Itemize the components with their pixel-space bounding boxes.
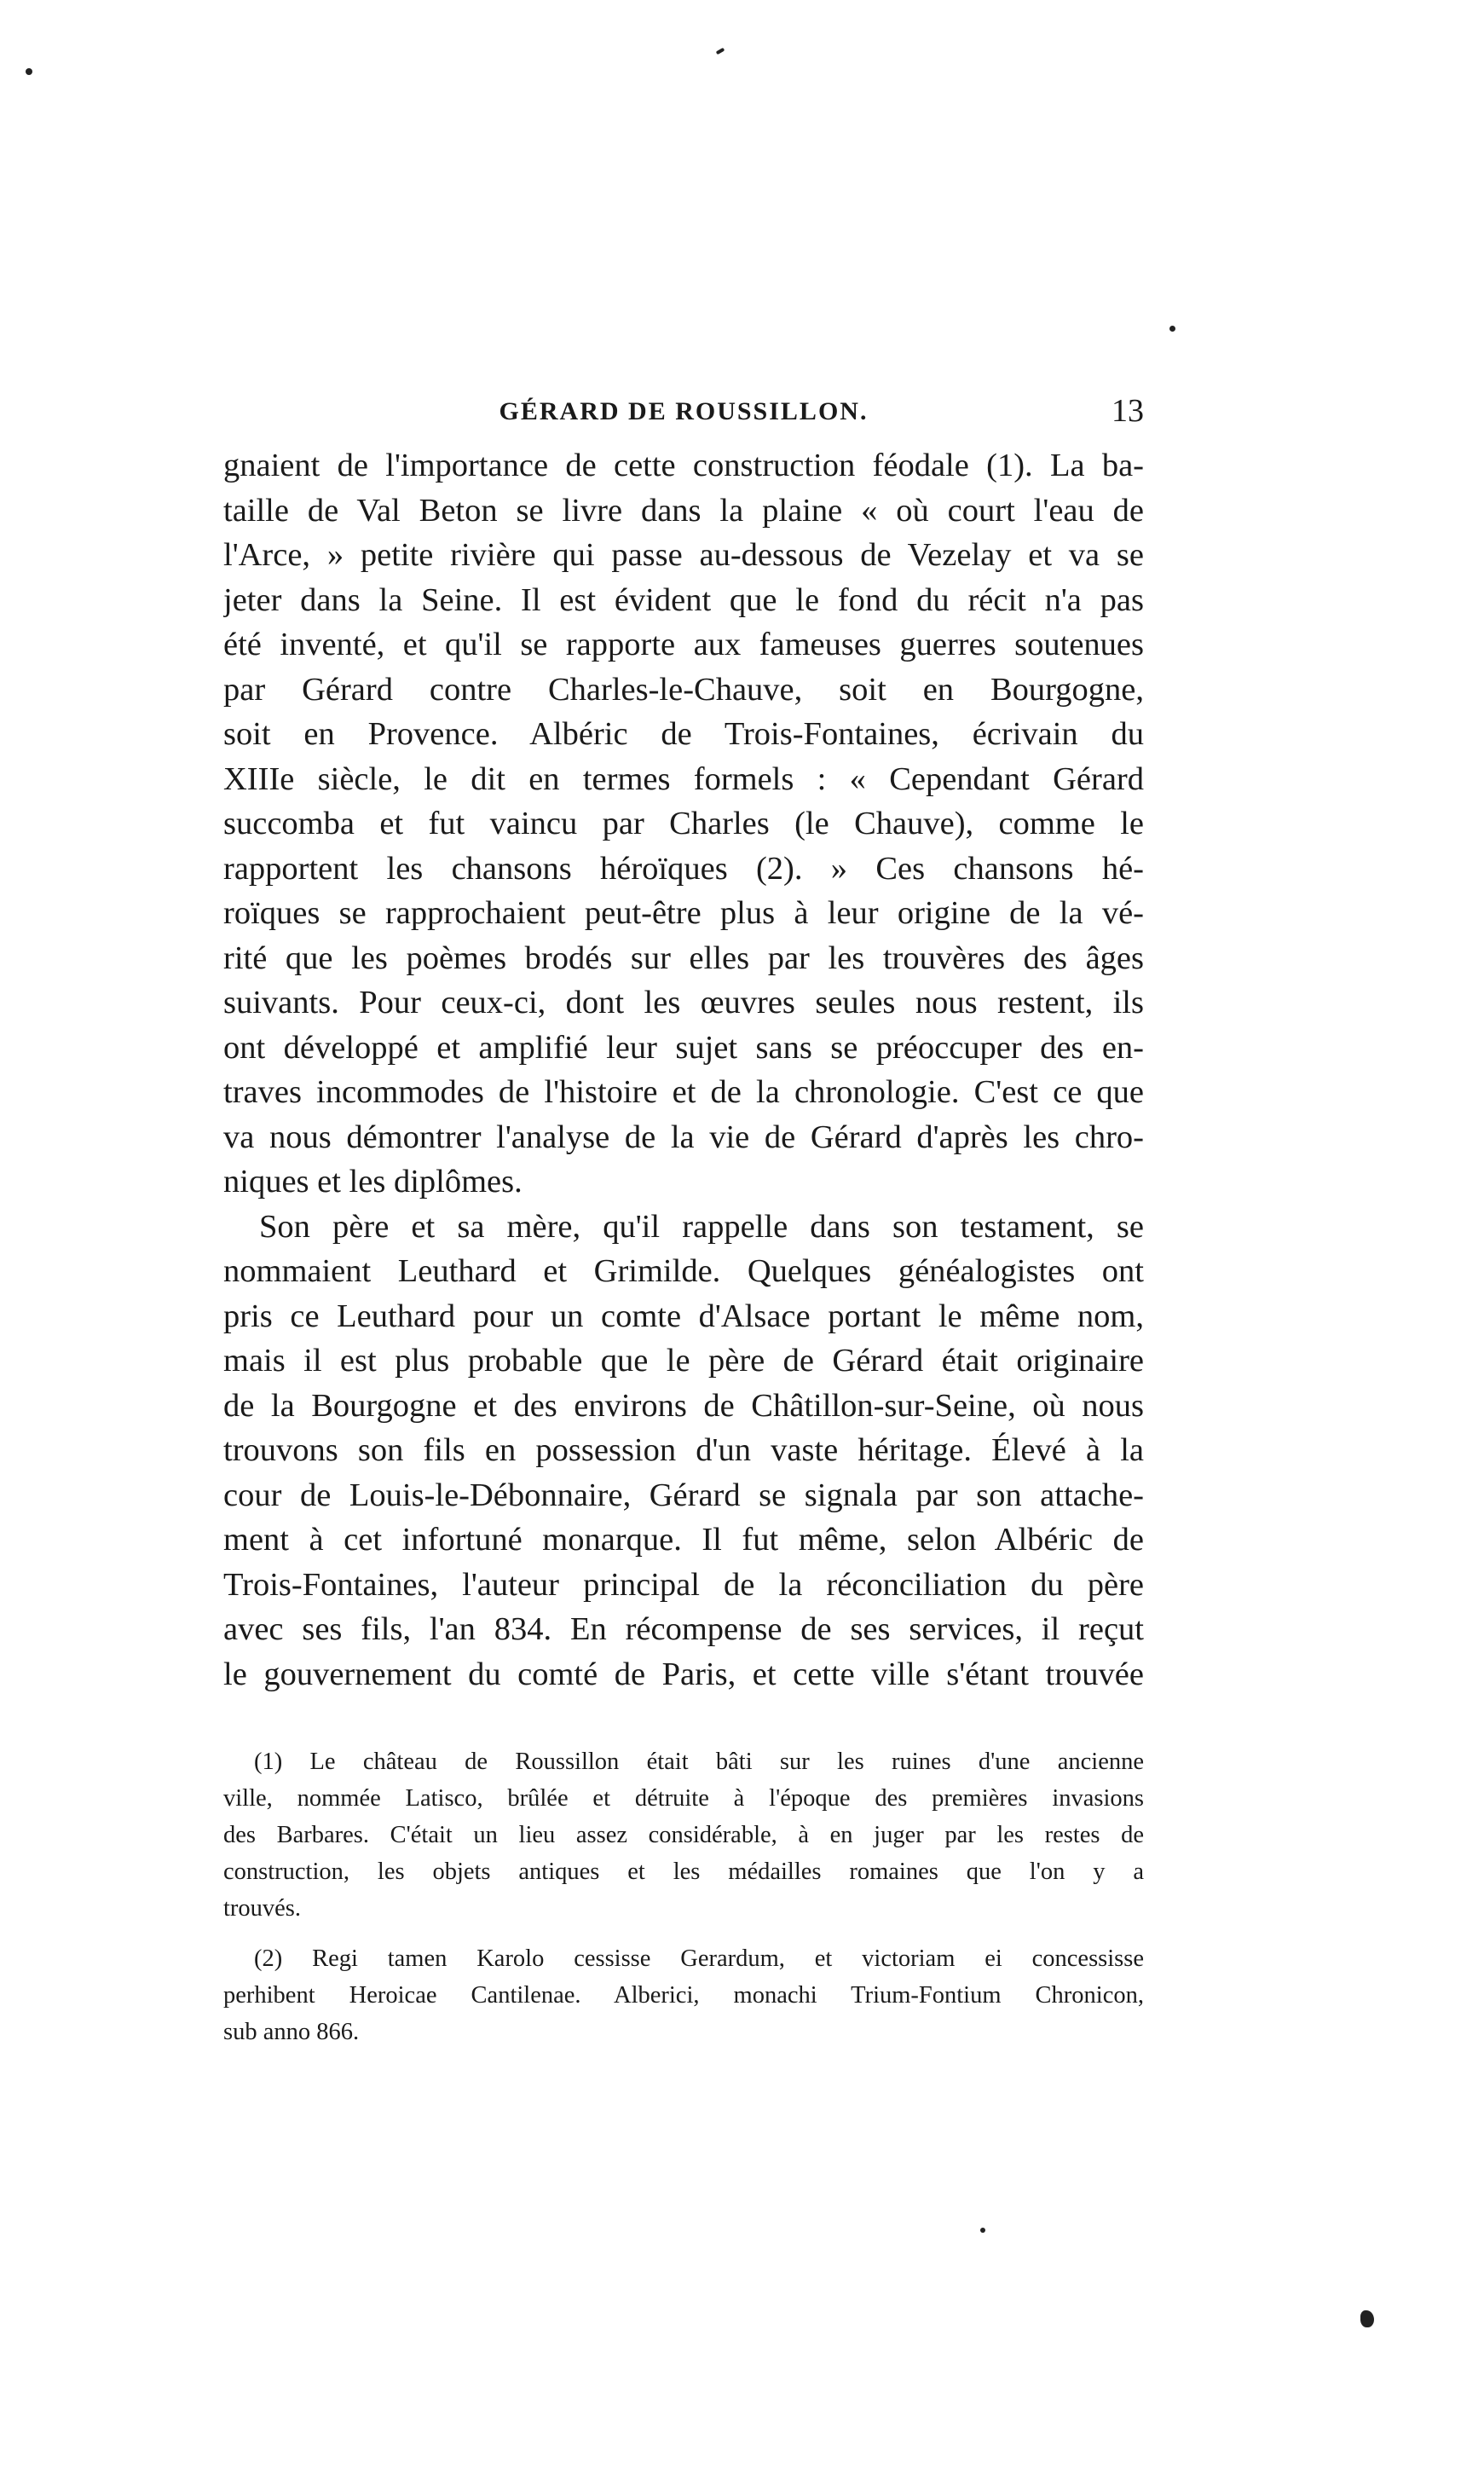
text-line: rité que les poèmes brodés sur elles par les trouvères des âges bbox=[223, 939, 1144, 976]
footnote-line: ville, nommée Latisco, brûlée et détruite à l'époque des premières invasions bbox=[223, 1785, 1144, 1812]
text-line: trouvons son fils en possession d'un vaste héritage. Élevé à la bbox=[223, 1432, 1144, 1468]
text-line: par Gérard contre Charles-le-Chauve, soit en Bourgogne, bbox=[223, 671, 1144, 708]
text-line: Son père et sa mère, qu'il rappelle dans son testament, se bbox=[259, 1208, 1144, 1245]
text-line: le gouvernement du comté de Paris, et cette ville s'étant trouvée bbox=[223, 1656, 1144, 1692]
scan-speck bbox=[26, 68, 32, 75]
footnote-line: (1) Le château de Roussillon était bâti sur les ruines d'une ancienne bbox=[254, 1749, 1144, 1775]
page-number: 13 bbox=[1112, 393, 1144, 429]
text-line: l'Arce, » petite rivière qui passe au-dessous de Vezelay et va se bbox=[223, 537, 1144, 573]
body-text bbox=[223, 443, 1144, 1697]
running-title: GÉRARD DE ROUSSILLON. bbox=[499, 397, 869, 425]
text-line: va nous démontrer l'analyse de la vie de Gérard d'après les chro- bbox=[223, 1119, 1144, 1155]
text-line: roïques se rapprochaient peut-être plus à leur origine de la vé- bbox=[223, 895, 1144, 931]
text-line: été inventé, et qu'il se rapporte aux fameuses guerres soutenues bbox=[223, 627, 1144, 662]
text-line: niques et les diplômes. bbox=[223, 1164, 523, 1200]
footnote-gap bbox=[223, 1927, 1144, 1940]
footnote-line: perhibent Heroicae Cantilenae. Alberici, monachi Trium-Fontium Chronicon, bbox=[223, 1982, 1144, 2009]
scan-speck bbox=[1169, 326, 1175, 332]
text-line: avec ses fils, l'an 834. En récompense de ses services, il reçut bbox=[223, 1611, 1144, 1647]
footnote-line: sub anno 866. bbox=[223, 2019, 360, 2045]
scan-speck bbox=[716, 48, 725, 55]
text-line: nommaient Leuthard et Grimilde. Quelques généalogistes ont bbox=[223, 1253, 1144, 1289]
text-line: XIIIe siècle, le dit en termes formels : « Cependant Gérard bbox=[223, 760, 1144, 797]
footnote-2 bbox=[223, 1940, 1144, 2050]
footnote-line: (2) Regi tamen Karolo cessisse Gerardum, et victoriam ei concessisse bbox=[254, 1945, 1144, 1972]
text-line: ont développé et amplifié leur sujet sans se préoccuper des en- bbox=[223, 1029, 1144, 1066]
text-line: Trois-Fontaines, l'auteur principal de la réconciliation du père bbox=[223, 1566, 1144, 1603]
text-line: succomba et fut vaincu par Charles (le Chauve), comme le bbox=[223, 806, 1144, 841]
scan-speck bbox=[980, 2228, 985, 2233]
text-line: suivants. Pour ceux-ci, dont les œuvres seules nous restent, ils bbox=[223, 985, 1144, 1020]
text-line: taille de Val Beton se livre dans la plaine « où court l'eau de bbox=[223, 492, 1144, 529]
footnote-1 bbox=[223, 1743, 1144, 1927]
text-line: pris ce Leuthard pour un comte d'Alsace portant le même nom, bbox=[223, 1298, 1144, 1334]
text-line: mais il est plus probable que le père de Gérard était originaire bbox=[223, 1343, 1144, 1379]
text-line: de la Bourgogne et des environs de Châtillon-sur-Seine, où nous bbox=[223, 1387, 1144, 1424]
footnote-line: des Barbares. C'était un lieu assez considérable, à en juger par les restes de bbox=[223, 1822, 1144, 1848]
footnote-line: construction, les objets antiques et les médailles romaines que l'on y a bbox=[223, 1859, 1144, 1885]
text-line: cour de Louis-le-Débonnaire, Gérard se signala par son attache- bbox=[223, 1477, 1144, 1513]
text-line: gnaient de l'importance de cette construction féodale (1). La ba- bbox=[223, 448, 1144, 483]
footnote-line: trouvés. bbox=[223, 1895, 302, 1922]
text-line: traves incommodes de l'histoire et de la chronologie. C'est ce que bbox=[223, 1074, 1144, 1110]
text-line: jeter dans la Seine. Il est évident que le fond du récit n'a pas bbox=[223, 581, 1144, 618]
scan-speck bbox=[1360, 2310, 1374, 2327]
text-line: soit en Provence. Albéric de Trois-Fontaines, écrivain du bbox=[223, 716, 1144, 752]
text-line: ment à cet infortuné monarque. Il fut même, selon Albéric de bbox=[223, 1522, 1144, 1558]
text-line: rapportent les chansons héroïques (2). » Ces chansons hé- bbox=[223, 850, 1144, 887]
running-head bbox=[223, 392, 1144, 435]
footnotes bbox=[223, 1743, 1144, 2050]
